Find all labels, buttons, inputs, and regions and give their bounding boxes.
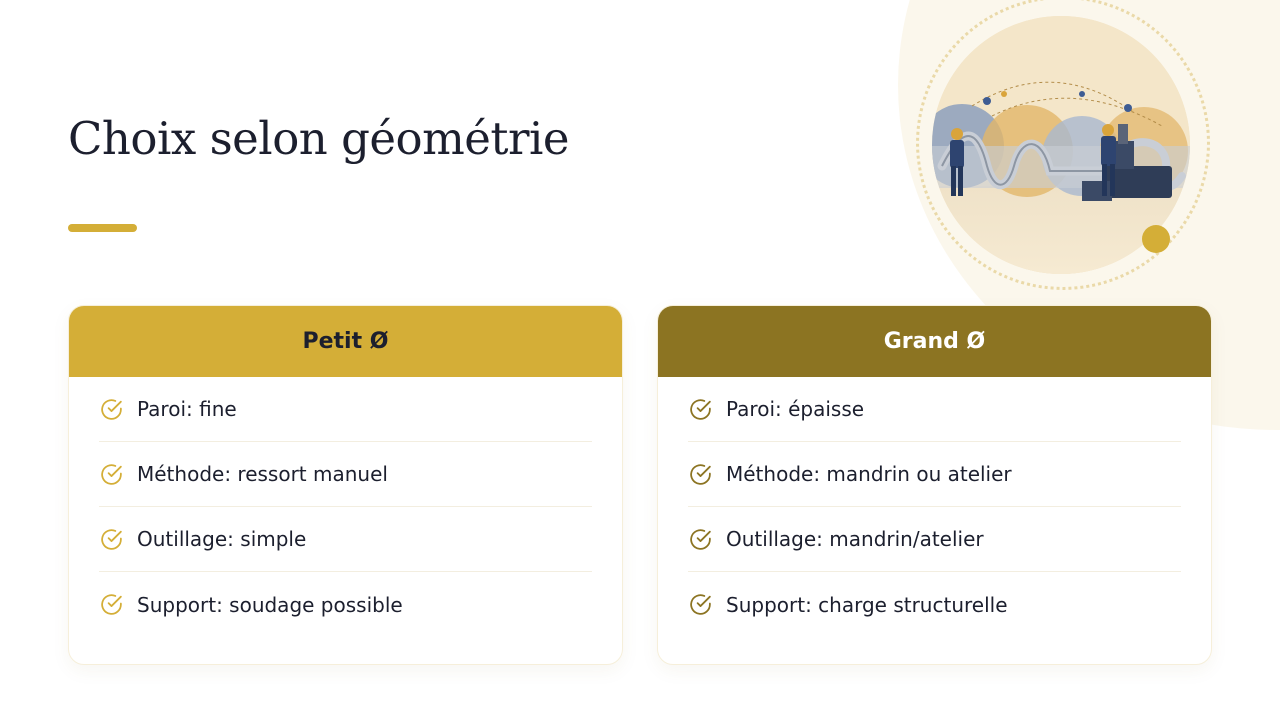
- check-circle-icon: [688, 462, 713, 487]
- item-label: Outillage: mandrin/atelier: [726, 527, 984, 551]
- small-diameter-card: [68, 305, 623, 665]
- check-circle-icon: [688, 527, 713, 552]
- check-circle-icon: [688, 592, 713, 617]
- check-circle-icon: [688, 397, 713, 422]
- item-label: Support: charge structurelle: [726, 592, 1008, 617]
- list-item: [99, 507, 592, 572]
- decorative-dot: [1142, 225, 1170, 253]
- list-item: [688, 377, 1181, 442]
- card-list: [69, 377, 622, 637]
- list-item: [688, 507, 1181, 572]
- item-label: Méthode: mandrin ou atelier: [726, 462, 1012, 486]
- item-label: Paroi: fine: [137, 397, 237, 421]
- title-accent-bar: [68, 224, 137, 232]
- list-item: [99, 442, 592, 507]
- check-circle-icon: [99, 527, 124, 552]
- list-item: [99, 572, 592, 637]
- check-circle-icon: [99, 397, 124, 422]
- card-list: [658, 377, 1211, 637]
- list-item: [688, 442, 1181, 507]
- item-label: Support: soudage possible: [137, 592, 403, 617]
- page-title: Choix selon géométrie: [68, 112, 570, 165]
- check-circle-icon: [99, 462, 124, 487]
- card-header: Grand Ø: [658, 306, 1211, 377]
- list-item: [99, 377, 592, 442]
- large-diameter-card: [657, 305, 1212, 665]
- check-circle-icon: [99, 592, 124, 617]
- item-label: Méthode: ressort manuel: [137, 462, 388, 486]
- card-header: Petit Ø: [69, 306, 622, 377]
- item-label: Outillage: simple: [137, 527, 307, 551]
- list-item: [688, 572, 1181, 637]
- item-label: Paroi: épaisse: [726, 397, 865, 421]
